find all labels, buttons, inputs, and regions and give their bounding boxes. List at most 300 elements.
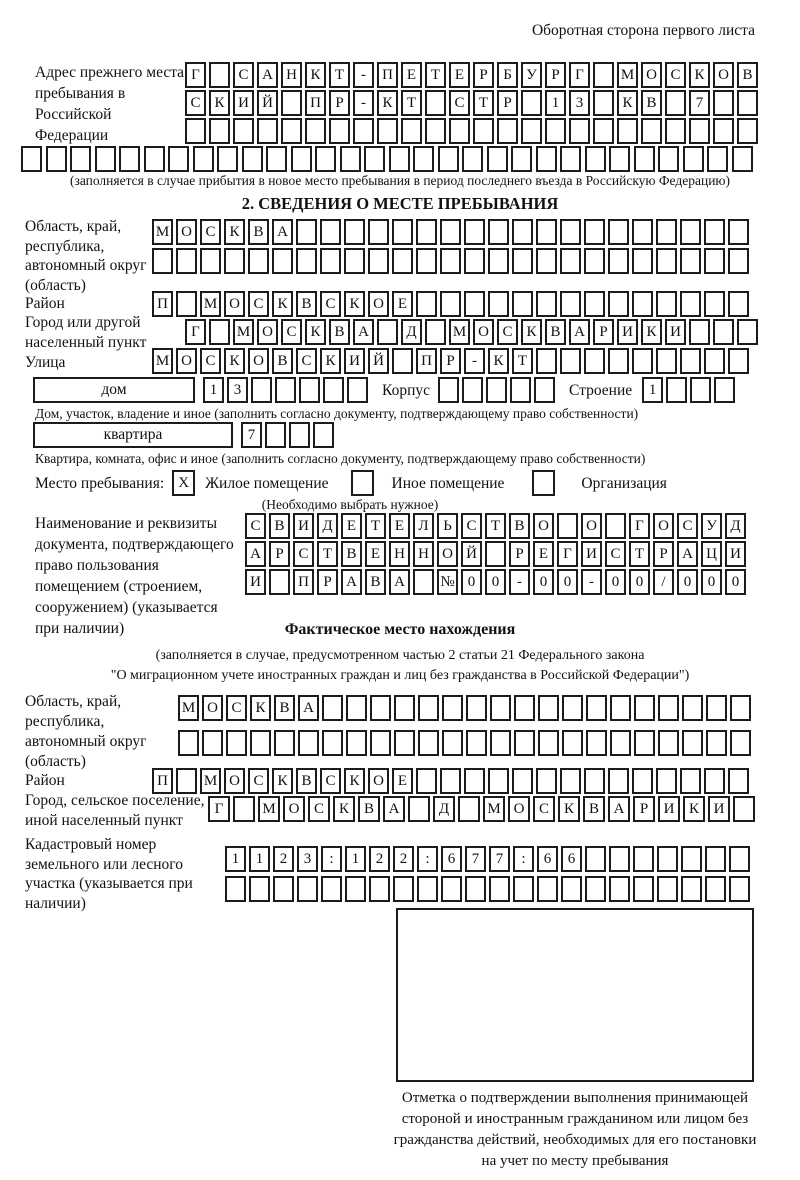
char-cell[interactable]: В — [583, 796, 605, 822]
char-cell[interactable] — [488, 219, 509, 245]
char-cell[interactable] — [681, 846, 702, 872]
char-cell[interactable]: К — [305, 319, 326, 345]
char-cell[interactable]: О — [368, 768, 389, 794]
char-cell[interactable] — [440, 219, 461, 245]
char-cell[interactable]: 2 — [273, 846, 294, 872]
char-cell[interactable] — [329, 118, 350, 144]
char-cell[interactable] — [728, 348, 749, 374]
char-cell[interactable] — [632, 291, 653, 317]
char-cell[interactable]: П — [305, 90, 326, 116]
char-cell[interactable] — [281, 118, 302, 144]
char-cell[interactable] — [609, 876, 630, 902]
char-cell[interactable]: С — [226, 695, 247, 721]
char-cell[interactable] — [593, 90, 614, 116]
char-cell[interactable]: Ь — [437, 513, 458, 539]
char-cell[interactable]: 0 — [725, 569, 746, 595]
char-cell[interactable]: К — [224, 348, 245, 374]
char-cell[interactable] — [394, 730, 415, 756]
char-cell[interactable]: Г — [185, 62, 206, 88]
char-cell[interactable]: 6 — [561, 846, 582, 872]
char-cell[interactable] — [489, 876, 510, 902]
char-cell[interactable] — [714, 377, 735, 403]
char-cell[interactable] — [413, 569, 434, 595]
char-cell[interactable] — [273, 876, 294, 902]
char-cell[interactable] — [242, 146, 263, 172]
char-cell[interactable] — [497, 118, 518, 144]
char-cell[interactable]: 3 — [297, 846, 318, 872]
char-cell[interactable] — [512, 768, 533, 794]
char-cell[interactable]: 7 — [465, 846, 486, 872]
char-cell[interactable] — [193, 146, 214, 172]
char-cell[interactable]: / — [653, 569, 674, 595]
char-cell[interactable] — [521, 90, 542, 116]
char-cell[interactable] — [249, 876, 270, 902]
char-cell[interactable]: - — [353, 62, 374, 88]
char-cell[interactable] — [449, 118, 470, 144]
char-cell[interactable] — [176, 248, 197, 274]
char-cell[interactable]: 0 — [533, 569, 554, 595]
char-cell[interactable]: А — [341, 569, 362, 595]
char-cell[interactable] — [144, 146, 165, 172]
char-cell[interactable] — [737, 118, 758, 144]
char-cell[interactable] — [536, 768, 557, 794]
char-cell[interactable] — [466, 730, 487, 756]
char-cell[interactable] — [464, 291, 485, 317]
char-cell[interactable] — [298, 730, 319, 756]
char-cell[interactable]: О — [641, 62, 662, 88]
char-cell[interactable]: К — [333, 796, 355, 822]
char-cell[interactable] — [70, 146, 91, 172]
char-cell[interactable] — [514, 695, 535, 721]
char-cell[interactable]: О — [473, 319, 494, 345]
char-cell[interactable]: С — [281, 319, 302, 345]
char-cell[interactable] — [634, 730, 655, 756]
char-cell[interactable]: 1 — [203, 377, 224, 403]
char-cell[interactable] — [510, 377, 531, 403]
char-cell[interactable]: К — [344, 291, 365, 317]
char-cell[interactable]: И — [293, 513, 314, 539]
char-cell[interactable] — [272, 248, 293, 274]
char-cell[interactable] — [347, 377, 368, 403]
char-cell[interactable]: 1 — [642, 377, 663, 403]
char-cell[interactable] — [418, 730, 439, 756]
char-cell[interactable] — [266, 146, 287, 172]
char-cell[interactable]: Й — [461, 541, 482, 567]
char-cell[interactable] — [392, 219, 413, 245]
char-cell[interactable] — [537, 876, 558, 902]
char-cell[interactable] — [706, 695, 727, 721]
char-cell[interactable] — [728, 768, 749, 794]
char-cell[interactable] — [656, 248, 677, 274]
char-cell[interactable]: С — [461, 513, 482, 539]
char-cell[interactable] — [512, 291, 533, 317]
char-cell[interactable]: К — [521, 319, 542, 345]
char-cell[interactable] — [462, 377, 483, 403]
char-cell[interactable] — [609, 146, 630, 172]
char-cell[interactable]: С — [605, 541, 626, 567]
char-cell[interactable] — [633, 846, 654, 872]
char-cell[interactable] — [545, 118, 566, 144]
char-cell[interactable] — [466, 695, 487, 721]
char-cell[interactable]: К — [558, 796, 580, 822]
char-cell[interactable]: К — [617, 90, 638, 116]
char-cell[interactable] — [656, 768, 677, 794]
char-cell[interactable]: С — [248, 768, 269, 794]
char-cell[interactable]: П — [152, 768, 173, 794]
char-cell[interactable] — [641, 118, 662, 144]
char-cell[interactable]: Г — [569, 62, 590, 88]
char-cell[interactable] — [585, 876, 606, 902]
char-cell[interactable]: Н — [281, 62, 302, 88]
char-cell[interactable] — [704, 219, 725, 245]
char-cell[interactable]: И — [658, 796, 680, 822]
char-cell[interactable] — [713, 118, 734, 144]
char-cell[interactable]: С — [665, 62, 686, 88]
char-cell[interactable]: В — [341, 541, 362, 567]
char-cell[interactable]: 0 — [557, 569, 578, 595]
char-cell[interactable] — [561, 876, 582, 902]
char-cell[interactable] — [233, 796, 255, 822]
char-cell[interactable] — [440, 768, 461, 794]
char-cell[interactable]: : — [513, 846, 534, 872]
char-cell[interactable] — [730, 695, 751, 721]
char-cell[interactable] — [690, 377, 711, 403]
char-cell[interactable] — [632, 248, 653, 274]
char-cell[interactable] — [584, 348, 605, 374]
char-cell[interactable]: Е — [392, 291, 413, 317]
char-cell[interactable] — [534, 377, 555, 403]
char-cell[interactable] — [345, 876, 366, 902]
char-cell[interactable]: Й — [368, 348, 389, 374]
char-cell[interactable]: П — [416, 348, 437, 374]
char-cell[interactable] — [418, 695, 439, 721]
char-cell[interactable] — [536, 146, 557, 172]
char-cell[interactable] — [632, 348, 653, 374]
char-cell[interactable] — [441, 876, 462, 902]
char-cell[interactable] — [634, 695, 655, 721]
char-cell[interactable]: В — [509, 513, 530, 539]
char-cell[interactable] — [569, 118, 590, 144]
char-cell[interactable] — [274, 730, 295, 756]
char-cell[interactable]: Р — [269, 541, 290, 567]
stay-type-checkbox-residential[interactable]: X — [172, 470, 195, 496]
char-cell[interactable] — [440, 291, 461, 317]
char-cell[interactable] — [713, 90, 734, 116]
char-cell[interactable] — [633, 876, 654, 902]
char-cell[interactable] — [269, 569, 290, 595]
char-cell[interactable] — [585, 846, 606, 872]
char-cell[interactable] — [608, 348, 629, 374]
char-cell[interactable]: И — [708, 796, 730, 822]
char-cell[interactable]: В — [545, 319, 566, 345]
char-cell[interactable] — [560, 248, 581, 274]
char-cell[interactable]: - — [581, 569, 602, 595]
char-cell[interactable] — [200, 248, 221, 274]
char-cell[interactable]: И — [617, 319, 638, 345]
char-cell[interactable] — [425, 90, 446, 116]
char-cell[interactable]: Г — [629, 513, 650, 539]
char-cell[interactable] — [728, 248, 749, 274]
char-cell[interactable] — [513, 876, 534, 902]
char-cell[interactable] — [656, 291, 677, 317]
char-cell[interactable]: А — [245, 541, 266, 567]
char-cell[interactable]: А — [298, 695, 319, 721]
char-cell[interactable] — [512, 219, 533, 245]
char-cell[interactable]: 7 — [689, 90, 710, 116]
char-cell[interactable] — [416, 219, 437, 245]
char-cell[interactable]: М — [258, 796, 280, 822]
char-cell[interactable]: М — [449, 319, 470, 345]
char-cell[interactable] — [458, 796, 480, 822]
char-cell[interactable] — [408, 796, 430, 822]
char-cell[interactable] — [490, 695, 511, 721]
char-cell[interactable]: О — [176, 219, 197, 245]
char-cell[interactable]: М — [617, 62, 638, 88]
char-cell[interactable] — [364, 146, 385, 172]
char-cell[interactable] — [95, 146, 116, 172]
char-cell[interactable] — [416, 291, 437, 317]
char-cell[interactable] — [464, 219, 485, 245]
char-cell[interactable] — [401, 118, 422, 144]
char-cell[interactable]: А — [608, 796, 630, 822]
char-cell[interactable]: П — [152, 291, 173, 317]
char-cell[interactable]: Е — [449, 62, 470, 88]
char-cell[interactable]: 1 — [345, 846, 366, 872]
char-cell[interactable] — [682, 695, 703, 721]
char-cell[interactable] — [608, 768, 629, 794]
char-cell[interactable] — [728, 219, 749, 245]
char-cell[interactable]: В — [329, 319, 350, 345]
char-cell[interactable]: К — [344, 768, 365, 794]
char-cell[interactable]: Т — [473, 90, 494, 116]
char-cell[interactable]: С — [677, 513, 698, 539]
char-cell[interactable] — [152, 248, 173, 274]
char-cell[interactable]: Т — [329, 62, 350, 88]
char-cell[interactable]: О — [202, 695, 223, 721]
char-cell[interactable] — [713, 319, 734, 345]
char-cell[interactable]: Т — [401, 90, 422, 116]
char-cell[interactable] — [683, 146, 704, 172]
char-cell[interactable] — [344, 219, 365, 245]
char-cell[interactable] — [586, 695, 607, 721]
char-cell[interactable]: В — [248, 219, 269, 245]
char-cell[interactable]: С — [533, 796, 555, 822]
char-cell[interactable]: 0 — [485, 569, 506, 595]
char-cell[interactable] — [666, 377, 687, 403]
char-cell[interactable]: Р — [593, 319, 614, 345]
char-cell[interactable] — [251, 377, 272, 403]
char-cell[interactable] — [737, 319, 758, 345]
char-cell[interactable]: Д — [725, 513, 746, 539]
char-cell[interactable] — [377, 118, 398, 144]
char-cell[interactable]: К — [250, 695, 271, 721]
char-cell[interactable]: К — [272, 768, 293, 794]
char-cell[interactable]: Р — [653, 541, 674, 567]
char-cell[interactable] — [610, 730, 631, 756]
char-cell[interactable] — [370, 730, 391, 756]
char-cell[interactable] — [557, 513, 578, 539]
char-cell[interactable] — [442, 730, 463, 756]
char-cell[interactable] — [605, 513, 626, 539]
char-cell[interactable] — [281, 90, 302, 116]
char-cell[interactable]: П — [293, 569, 314, 595]
char-cell[interactable]: Д — [401, 319, 422, 345]
char-cell[interactable]: Т — [485, 513, 506, 539]
char-cell[interactable]: М — [178, 695, 199, 721]
char-cell[interactable]: С — [185, 90, 206, 116]
char-cell[interactable]: К — [305, 62, 326, 88]
char-cell[interactable]: С — [449, 90, 470, 116]
char-cell[interactable] — [389, 146, 410, 172]
char-cell[interactable] — [473, 118, 494, 144]
char-cell[interactable] — [634, 146, 655, 172]
char-cell[interactable] — [340, 146, 361, 172]
char-cell[interactable]: 1 — [249, 846, 270, 872]
char-cell[interactable] — [346, 695, 367, 721]
char-cell[interactable] — [377, 319, 398, 345]
char-cell[interactable] — [586, 730, 607, 756]
char-cell[interactable]: 0 — [629, 569, 650, 595]
char-cell[interactable] — [707, 146, 728, 172]
char-cell[interactable] — [680, 219, 701, 245]
char-cell[interactable]: Р — [497, 90, 518, 116]
char-cell[interactable]: О — [248, 348, 269, 374]
char-cell[interactable] — [323, 377, 344, 403]
char-cell[interactable] — [737, 90, 758, 116]
char-cell[interactable]: И — [581, 541, 602, 567]
stay-type-checkbox-organization[interactable] — [532, 470, 555, 496]
char-cell[interactable] — [584, 219, 605, 245]
char-cell[interactable] — [584, 291, 605, 317]
char-cell[interactable] — [682, 730, 703, 756]
char-cell[interactable] — [265, 422, 286, 448]
char-cell[interactable] — [608, 291, 629, 317]
char-cell[interactable] — [313, 422, 334, 448]
char-cell[interactable] — [704, 768, 725, 794]
char-cell[interactable]: П — [377, 62, 398, 88]
char-cell[interactable]: С — [320, 768, 341, 794]
char-cell[interactable]: К — [320, 348, 341, 374]
char-cell[interactable] — [681, 876, 702, 902]
char-cell[interactable] — [733, 796, 755, 822]
char-cell[interactable] — [658, 695, 679, 721]
char-cell[interactable]: С — [245, 513, 266, 539]
char-cell[interactable]: В — [269, 513, 290, 539]
char-cell[interactable] — [291, 146, 312, 172]
char-cell[interactable]: К — [224, 219, 245, 245]
char-cell[interactable]: И — [725, 541, 746, 567]
char-cell[interactable]: Е — [401, 62, 422, 88]
char-cell[interactable] — [178, 730, 199, 756]
char-cell[interactable]: У — [701, 513, 722, 539]
char-cell[interactable]: О — [508, 796, 530, 822]
char-cell[interactable]: С — [293, 541, 314, 567]
char-cell[interactable]: С — [248, 291, 269, 317]
char-cell[interactable] — [680, 248, 701, 274]
char-cell[interactable]: В — [272, 348, 293, 374]
char-cell[interactable] — [368, 219, 389, 245]
char-cell[interactable] — [657, 876, 678, 902]
char-cell[interactable] — [665, 90, 686, 116]
char-cell[interactable] — [417, 876, 438, 902]
char-cell[interactable] — [225, 876, 246, 902]
char-cell[interactable] — [593, 62, 614, 88]
char-cell[interactable] — [680, 768, 701, 794]
char-cell[interactable]: К — [689, 62, 710, 88]
char-cell[interactable]: № — [437, 569, 458, 595]
char-cell[interactable] — [658, 730, 679, 756]
char-cell[interactable] — [511, 146, 532, 172]
char-cell[interactable]: М — [200, 291, 221, 317]
char-cell[interactable] — [369, 876, 390, 902]
char-cell[interactable] — [438, 146, 459, 172]
char-cell[interactable] — [560, 291, 581, 317]
char-cell[interactable] — [584, 768, 605, 794]
char-cell[interactable]: А — [383, 796, 405, 822]
char-cell[interactable] — [658, 146, 679, 172]
char-cell[interactable] — [392, 348, 413, 374]
char-cell[interactable]: Г — [208, 796, 230, 822]
char-cell[interactable]: Р — [317, 569, 338, 595]
char-cell[interactable] — [464, 768, 485, 794]
char-cell[interactable]: М — [152, 219, 173, 245]
char-cell[interactable] — [442, 695, 463, 721]
char-cell[interactable]: С — [200, 219, 221, 245]
char-cell[interactable]: О — [224, 291, 245, 317]
char-cell[interactable] — [585, 146, 606, 172]
char-cell[interactable]: 7 — [241, 422, 262, 448]
char-cell[interactable] — [393, 876, 414, 902]
char-cell[interactable] — [593, 118, 614, 144]
char-cell[interactable] — [705, 876, 726, 902]
char-cell[interactable]: Р — [509, 541, 530, 567]
char-cell[interactable] — [560, 768, 581, 794]
char-cell[interactable] — [704, 248, 725, 274]
char-cell[interactable]: М — [233, 319, 254, 345]
char-cell[interactable]: Л — [413, 513, 434, 539]
char-cell[interactable] — [299, 377, 320, 403]
char-cell[interactable] — [665, 118, 686, 144]
char-cell[interactable]: М — [200, 768, 221, 794]
char-cell[interactable]: О — [283, 796, 305, 822]
char-cell[interactable] — [609, 846, 630, 872]
char-cell[interactable] — [485, 541, 506, 567]
char-cell[interactable] — [536, 348, 557, 374]
char-cell[interactable]: С — [233, 62, 254, 88]
char-cell[interactable]: А — [677, 541, 698, 567]
char-cell[interactable]: О — [437, 541, 458, 567]
char-cell[interactable] — [370, 695, 391, 721]
char-cell[interactable]: Д — [433, 796, 455, 822]
char-cell[interactable] — [346, 730, 367, 756]
char-cell[interactable]: В — [365, 569, 386, 595]
char-cell[interactable] — [689, 118, 710, 144]
char-cell[interactable] — [732, 146, 753, 172]
char-cell[interactable]: В — [737, 62, 758, 88]
char-cell[interactable] — [440, 248, 461, 274]
char-cell[interactable] — [488, 248, 509, 274]
char-cell[interactable]: И — [344, 348, 365, 374]
char-cell[interactable] — [729, 846, 750, 872]
char-cell[interactable]: : — [321, 846, 342, 872]
char-cell[interactable] — [425, 118, 446, 144]
char-cell[interactable]: 3 — [227, 377, 248, 403]
char-cell[interactable]: Т — [512, 348, 533, 374]
char-cell[interactable]: С — [320, 291, 341, 317]
char-cell[interactable] — [730, 730, 751, 756]
char-cell[interactable] — [438, 377, 459, 403]
char-cell[interactable] — [413, 146, 434, 172]
